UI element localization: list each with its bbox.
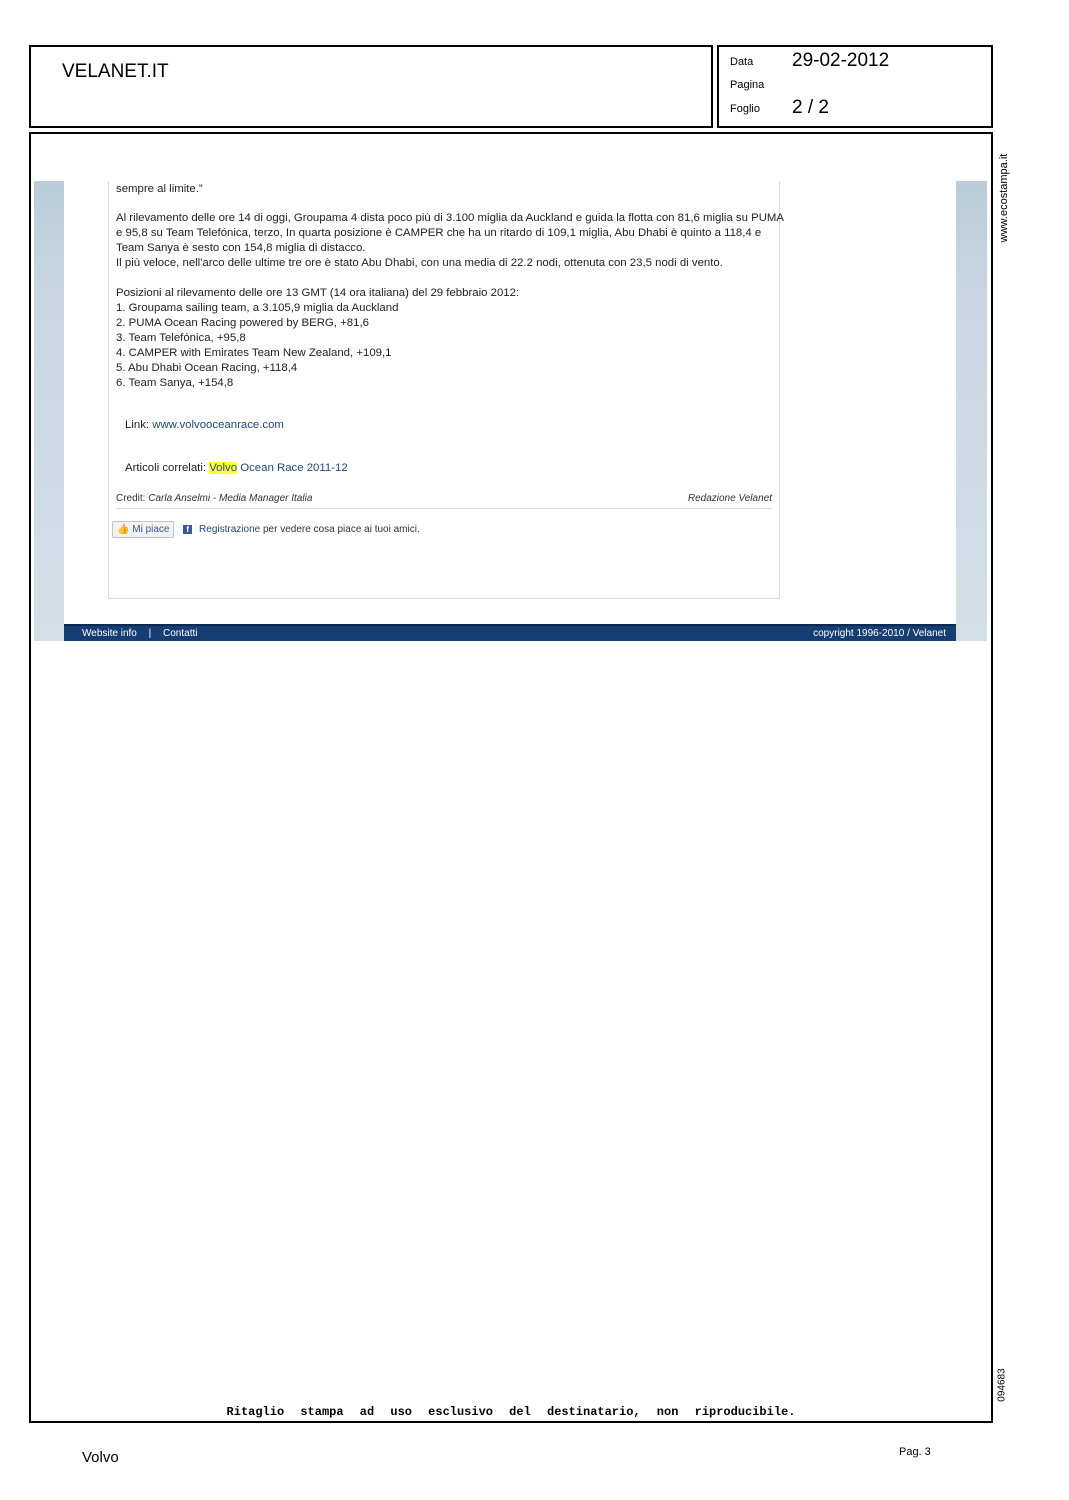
related-label: Articoli correlati: — [125, 462, 207, 474]
link-row — [125, 418, 284, 433]
foglio-label: Foglio — [730, 103, 760, 115]
credit-value: Carla Anselmi - Media Manager Italia — [148, 493, 313, 504]
facebook-icon: f — [183, 525, 192, 534]
site-footer-nav — [64, 624, 956, 641]
keyword: Volvo — [82, 1449, 119, 1466]
facebook-row — [112, 521, 420, 538]
credit-row — [116, 493, 772, 509]
article-paragraph: Il più veloce, nell'arco delle ultime tre ore è stato Abu Dhabi, con una media di 22.2 nodi, ottenuta con 23,5 nodi di vento. — [116, 257, 723, 269]
article-quote-end: sempre al limite.” — [116, 183, 203, 195]
date-label: Data — [730, 56, 754, 68]
header-publication-box — [29, 45, 713, 128]
list-item: 2. PUMA Ocean Racing powered by BERG, +81,6 — [116, 317, 369, 329]
list-item: 1. Groupama sailing team, a 3.105,9 miglia da Auckland — [116, 302, 399, 314]
contatti-link[interactable]: Contatti — [163, 628, 198, 639]
publication-name: VELANET.IT — [62, 61, 169, 82]
side-url: www.ecostampa.it — [998, 153, 1010, 243]
web-capture — [34, 181, 987, 641]
list-item: 5. Abu Dhabi Ocean Racing, +118,4 — [116, 362, 298, 374]
related-link[interactable]: Volvo Ocean Race 2011-12 — [209, 462, 348, 474]
related-row — [125, 461, 348, 476]
article-paragraph: Al rilevamento delle ore 14 di oggi, Groupama 4 dista poco più di 3.100 miglia da Auckland e guida la flotta con 81,6 miglia su PUMA e 95,8 su Team Telefónica, terzo, In quarta posizione è CAMPER che ha un ritardo di 109,1 miglia, Abu Dhabi è quinto a 118,4 e Team Sanya è sesto con 154,8 miglia di distacco. — [116, 212, 784, 254]
date-value: 29-02-2012 — [792, 50, 890, 71]
list-item: 3. Team Telefónica, +95,8 — [116, 332, 246, 344]
copyright: copyright 1996-2010 / Velanet — [813, 628, 946, 639]
list-item: 6. Team Sanya, +154,8 — [116, 377, 234, 389]
credit-label: Credit: — [116, 493, 146, 504]
positions-title: Posizioni al rilevamento delle ore 13 GMT (14 ora italiana) del 29 febbraio 2012: — [116, 287, 520, 299]
volvo-link[interactable]: www.volvooceanrace.com — [152, 419, 284, 431]
footer-note: Ritaglio stampa ad uso esclusivo del destinatario, non riproducibile. — [226, 1405, 796, 1419]
web-content — [64, 181, 956, 624]
link-label: Link: — [125, 419, 150, 431]
page-gutter-right — [956, 181, 987, 641]
list-item: 4. CAMPER with Emirates Team New Zealand, +109,1 — [116, 347, 392, 359]
side-code: 094683 — [996, 1368, 1008, 1402]
page-gutter-left — [34, 181, 64, 641]
nav-separator: | — [148, 628, 152, 639]
foglio-value: 2 / 2 — [792, 97, 829, 118]
page-number: Pag. 3 — [899, 1446, 931, 1458]
like-button[interactable]: 👍 Mi piace — [112, 521, 174, 538]
register-text: per vedere cosa piace ai tuoi amici. — [262, 524, 420, 535]
redazione: Redazione Velanet — [687, 493, 772, 504]
highlight-volvo: Volvo — [209, 462, 238, 474]
website-info-link[interactable]: Website info — [82, 628, 137, 639]
header-info-box — [717, 45, 993, 128]
register-link[interactable]: Registrazione — [199, 524, 261, 535]
pagina-label: Pagina — [730, 79, 765, 91]
